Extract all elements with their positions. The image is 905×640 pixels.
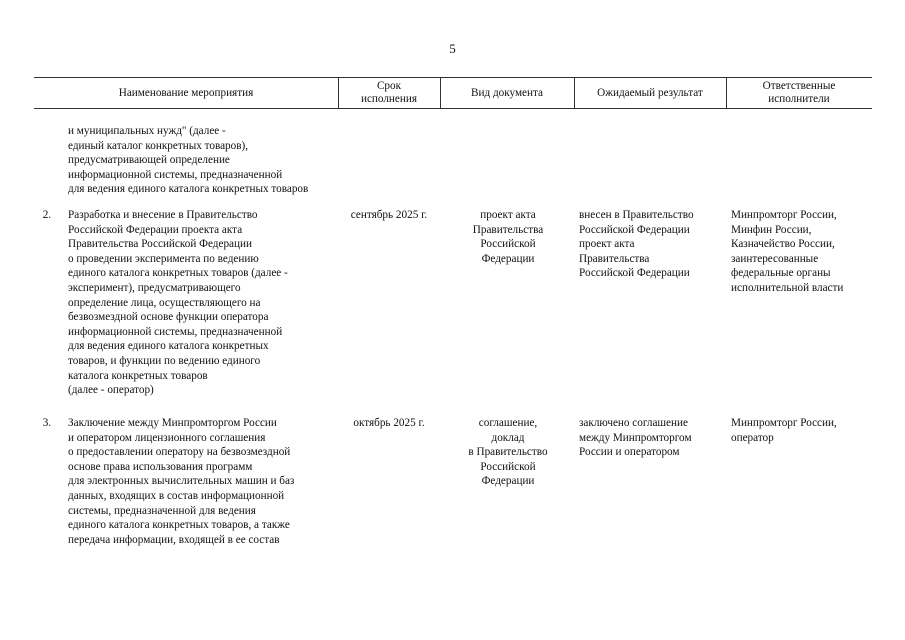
row-number: 3.	[42, 417, 52, 429]
row-term: октябрь 2025 г.	[353, 417, 425, 429]
header-col-result: Ожидаемый результат	[597, 86, 703, 99]
row-term: сентябрь 2025 г.	[350, 209, 428, 221]
row-number: 2.	[42, 209, 52, 221]
row-expected-result: внесен в Правительство Российской Федерации проект акта Правительства Российской Федерации	[579, 209, 694, 280]
header-col-doc: Вид документа	[471, 86, 543, 99]
continuation-text: и муниципальных нужд" (далее - единый каталог конкретных товаров), предусматривающей определение информационной системы, предназначенной для ведения единого каталога конкретных товаров	[68, 125, 309, 196]
header-bottom-rule	[34, 108, 872, 109]
header-col-name: Наименование мероприятия	[118, 86, 254, 99]
row-name: Заключение между Минпромторгом России и оператором лицензионного соглашения о предоставлении оператору на безвозмездной основе права использования программ для электронных вычислительных машин и баз данных, входящих в состав информационной системы, предназначенной для ведения единого каталога конкретных товаров, а также передача информации, входящей в ее состав	[68, 417, 295, 546]
row-name: Разработка и внесение в Правительство Российской Федерации проекта акта Правительства Российской Федерации о проведении эксперимента по ведению единого каталога конкретных товаров (далее - эксперимент), предусматривающего определение лица, осуществляющего на безвозмездной основе функции оператора информационной системы, предназначенной для ведения единого каталога конкретных товаров, и функции по ведению единого каталога конкретных товаров (далее - оператор)	[68, 209, 288, 397]
header-col-responsible: Ответственные исполнители	[762, 80, 836, 105]
row-document-type: проект акта Правительства Российской Федерации	[472, 209, 544, 265]
page-number: 5	[449, 41, 456, 56]
row-expected-result: заключено соглашение между Минпромторгом России и оператором	[579, 417, 692, 459]
row-document-type: соглашение, доклад в Правительство Российской Федерации	[468, 417, 548, 488]
header-col-term: Срок исполнения	[360, 80, 418, 105]
row-responsible: Минпромторг России, оператор	[731, 417, 837, 444]
row-responsible: Минпромторг России, Минфин России, Казначейство России, заинтересованные федеральные органы исполнительной власти	[731, 209, 844, 294]
